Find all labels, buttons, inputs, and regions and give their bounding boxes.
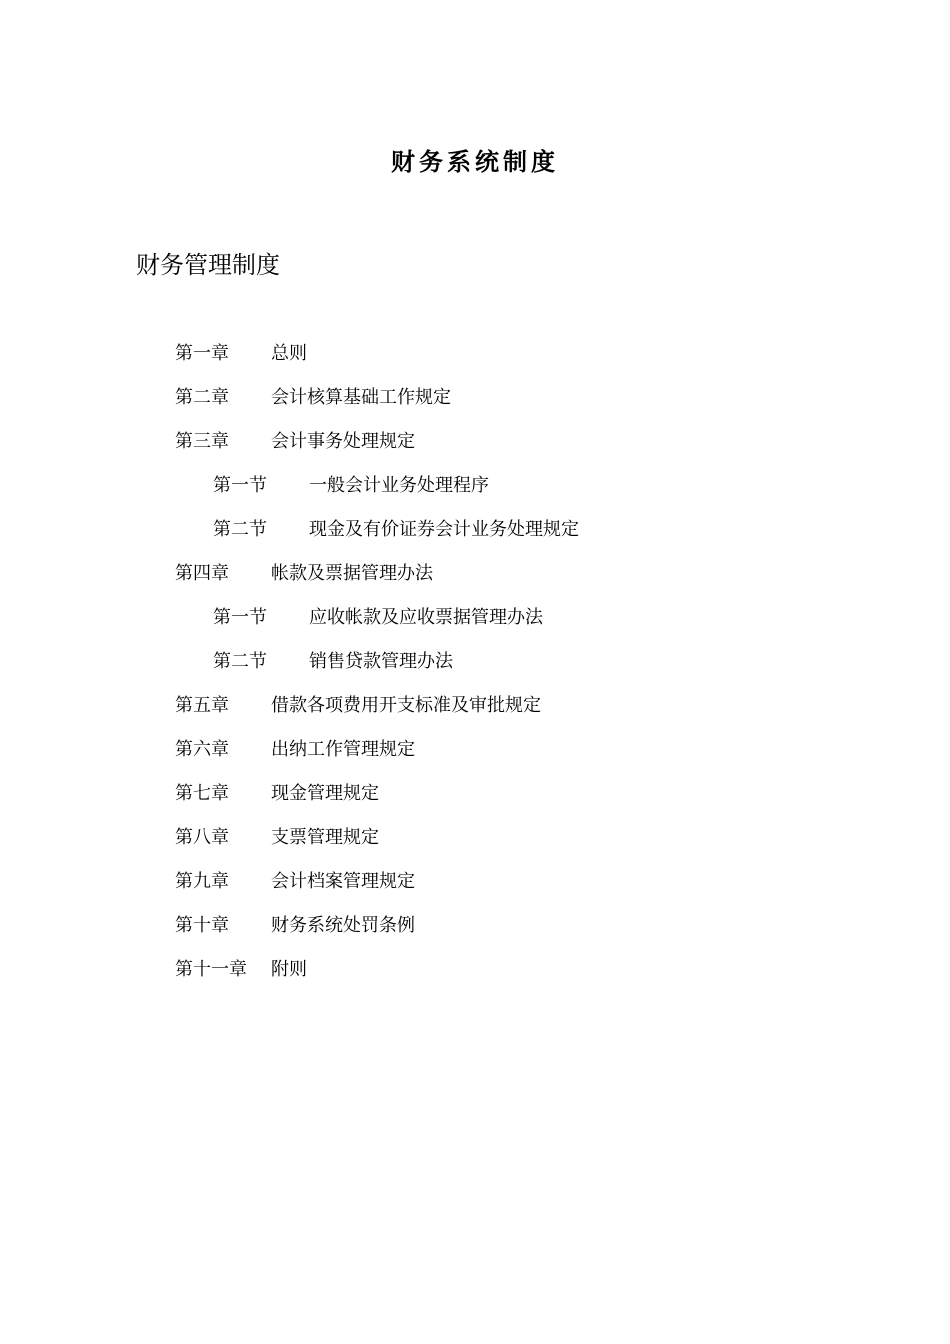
toc-item-label: 一般会计业务处理程序: [309, 475, 489, 496]
toc-item: [0, 684, 950, 728]
toc-item-number: 第三章: [175, 431, 229, 452]
toc-item-label: 附则: [271, 959, 307, 980]
toc-item-number: 第一节: [213, 475, 267, 496]
toc-item: [0, 332, 950, 376]
toc-item-label: 借款各项费用开支标准及审批规定: [271, 695, 541, 716]
toc-item-label: 应收帐款及应收票据管理办法: [309, 607, 543, 628]
toc-item-number: 第一节: [213, 607, 267, 628]
toc-item-label: 会计事务处理规定: [271, 431, 415, 452]
toc-item-number: 第十一章: [175, 959, 247, 980]
toc-item: [0, 420, 950, 464]
toc-item-label: 会计核算基础工作规定: [271, 387, 451, 408]
toc-item-number: 第四章: [175, 563, 229, 584]
toc-item-label: 支票管理规定: [271, 827, 379, 848]
toc-item-number: 第七章: [175, 783, 229, 804]
toc-item-label: 现金管理规定: [271, 783, 379, 804]
toc-item: [0, 728, 950, 772]
toc-item-number: 第八章: [175, 827, 229, 848]
toc-item-number: 第二节: [213, 519, 267, 540]
document-title: 财务系统制度: [391, 147, 559, 176]
toc-item: [0, 860, 950, 904]
toc-item-number: 第二节: [213, 651, 267, 672]
toc-item-number: 第六章: [175, 739, 229, 760]
toc-item-label: 销售贷款管理办法: [309, 651, 453, 672]
toc-subitem: [0, 640, 950, 684]
toc-item-label: 总则: [271, 343, 307, 364]
section-title: 财务管理制度: [136, 251, 280, 279]
toc-item-number: 第五章: [175, 695, 229, 716]
toc-item-label: 帐款及票据管理办法: [271, 563, 433, 584]
toc-item-number: 第十章: [175, 915, 229, 936]
toc-item-label: 会计档案管理规定: [271, 871, 415, 892]
toc-item-number: 第九章: [175, 871, 229, 892]
table-of-contents: [0, 332, 950, 992]
toc-subitem: [0, 464, 950, 508]
toc-item: [0, 816, 950, 860]
toc-subitem: [0, 508, 950, 552]
toc-item-number: 第二章: [175, 387, 229, 408]
toc-item: [0, 552, 950, 596]
toc-item: [0, 948, 950, 992]
toc-subitem: [0, 596, 950, 640]
toc-item: [0, 772, 950, 816]
toc-item-label: 出纳工作管理规定: [271, 739, 415, 760]
toc-item-number: 第一章: [175, 343, 229, 364]
toc-item: [0, 376, 950, 420]
toc-item: [0, 904, 950, 948]
toc-item-label: 财务系统处罚条例: [271, 915, 415, 936]
toc-item-label: 现金及有价证券会计业务处理规定: [309, 519, 579, 540]
